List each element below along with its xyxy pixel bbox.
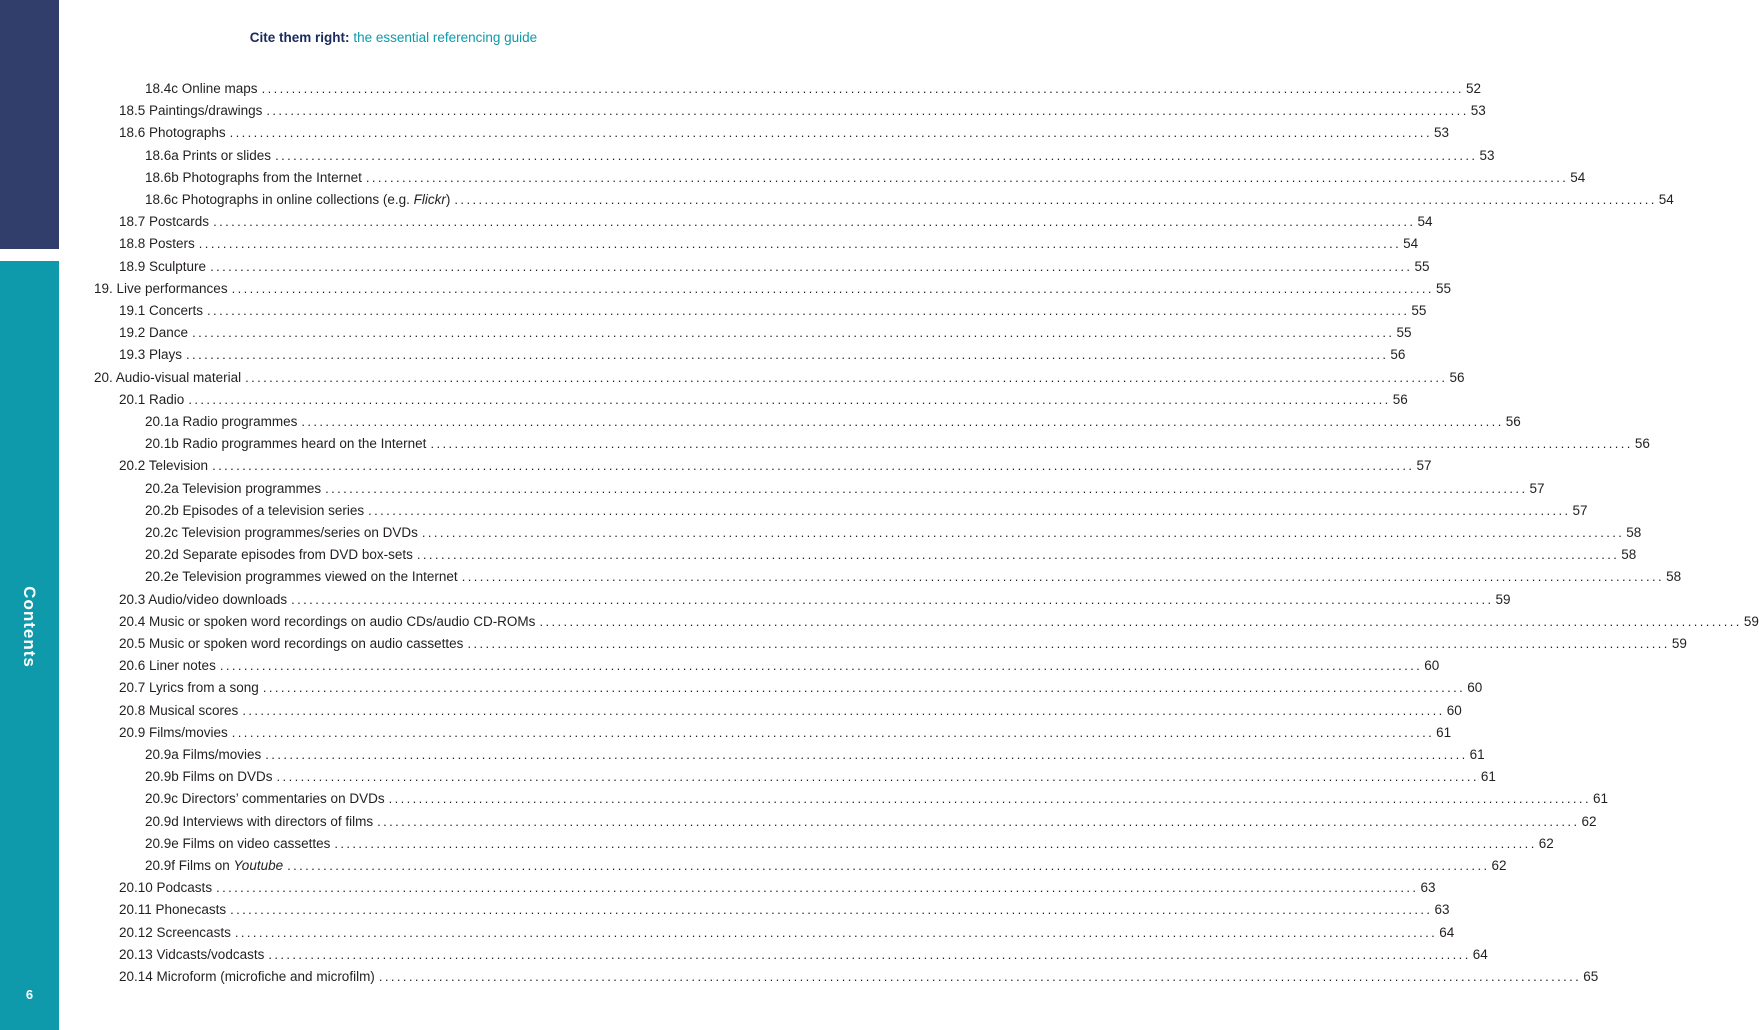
toc-entry-title: 20. Audio-visual material bbox=[94, 369, 242, 385]
toc-entry-title: 20.1a Radio programmes bbox=[145, 414, 298, 429]
toc-entry-page: 56 bbox=[1634, 436, 1650, 452]
toc-entry-title: 20.2 Television bbox=[119, 458, 209, 474]
toc-entry[interactable] bbox=[119, 231, 1419, 253]
toc-entry-page: 53 bbox=[1470, 103, 1486, 119]
toc-entry[interactable] bbox=[119, 653, 1440, 675]
toc-entry[interactable] bbox=[119, 342, 1406, 364]
toc-entry[interactable] bbox=[119, 875, 1436, 897]
dot-leader: ........................................................................................................................................................................................................ bbox=[275, 147, 1478, 163]
dot-leader: ........................................................................................................................................................................................................ bbox=[207, 303, 1410, 318]
toc-entry[interactable] bbox=[119, 698, 1462, 720]
dot-leader: ........................................................................................................................................................................................................ bbox=[245, 369, 1448, 385]
toc-entry-page: 64 bbox=[1439, 924, 1455, 940]
toc-entry-page: 60 bbox=[1446, 702, 1462, 718]
dot-leader: ........................................................................................................................................................................................................ bbox=[291, 591, 1494, 607]
toc-entry-page: 61 bbox=[1480, 769, 1496, 785]
page-number: 6 bbox=[25, 987, 34, 1002]
toc-entry-title: 20.7 Lyrics from a song bbox=[119, 680, 259, 696]
toc-entry-page: 56 bbox=[1392, 391, 1408, 407]
toc-entry-title: 19.1 Concerts bbox=[119, 303, 204, 318]
toc-entry[interactable] bbox=[119, 920, 1455, 942]
dot-leader: ........................................................................................................................................................................................................ bbox=[212, 458, 1415, 474]
dot-leader: ........................................................................................................................................................................................................ bbox=[242, 702, 1445, 718]
header-title: Cite them right: bbox=[249, 30, 350, 45]
toc-entry[interactable] bbox=[94, 276, 1451, 298]
toc-entry-title: 20.3 Audio/video downloads bbox=[119, 591, 288, 607]
dot-leader: ........................................................................................................................................................................................................ bbox=[377, 813, 1580, 829]
toc-entry[interactable] bbox=[145, 764, 1496, 786]
dot-leader: ........................................................................................................................................................................................................ bbox=[229, 125, 1432, 141]
toc-entry[interactable] bbox=[145, 831, 1554, 853]
dot-leader: ........................................................................................................................................................................................................ bbox=[430, 436, 1633, 452]
toc-entry-title: 20.14 Microform (microfiche and microfilm) bbox=[119, 969, 375, 984]
toc-entry-page: 65 bbox=[1583, 969, 1599, 984]
toc-entry-page: 53 bbox=[1433, 125, 1449, 141]
toc-entry-title: 18.6 Photographs bbox=[119, 125, 226, 141]
toc-entry-page: 52 bbox=[1465, 81, 1481, 96]
toc-entry-page: 57 bbox=[1529, 480, 1545, 496]
toc-entry-title: 20.2e Television programmes viewed on the Internet bbox=[145, 569, 458, 585]
dot-leader: ........................................................................................................................................................................................................ bbox=[231, 280, 1434, 296]
toc-entry[interactable] bbox=[119, 720, 1452, 742]
toc-entry-page: 54 bbox=[1658, 192, 1674, 207]
toc-entry-title: 20.6 Liner notes bbox=[119, 658, 216, 674]
toc-entry-page: 54 bbox=[1403, 236, 1419, 252]
header-subtitle: the essential referencing guide bbox=[353, 30, 538, 45]
toc-entry-title: 20.2d Separate episodes from DVD box-sets bbox=[145, 547, 413, 563]
dot-leader: ........................................................................................................................................................................................................ bbox=[213, 214, 1416, 230]
toc-entry[interactable] bbox=[145, 520, 1642, 542]
toc-entry[interactable] bbox=[145, 165, 1586, 187]
toc-entry-page: 53 bbox=[1479, 147, 1495, 163]
toc-entry-page: 56 bbox=[1390, 347, 1406, 363]
section-label: Contents bbox=[20, 586, 39, 668]
dot-leader: ........................................................................................................................................................................................................ bbox=[186, 347, 1389, 363]
toc-entry-page: 61 bbox=[1469, 747, 1485, 762]
dot-leader: ........................................................................................................................................................................................................ bbox=[325, 480, 1528, 496]
toc-entry-page: 58 bbox=[1626, 525, 1642, 540]
toc-entry-page: 62 bbox=[1538, 835, 1554, 851]
toc-entry-title: 20.1b Radio programmes heard on the Internet bbox=[145, 436, 427, 452]
toc-entry-title: 20.10 Podcasts bbox=[119, 880, 213, 896]
toc-entry-title: 20.2c Television programmes/series on DVDs bbox=[145, 525, 418, 540]
toc-entry-title: 19. Live performances bbox=[94, 280, 228, 296]
toc-entry[interactable] bbox=[119, 675, 1483, 697]
toc-entry-title: 18.6c Photographs in online collections (e.g. Flickr) bbox=[145, 192, 451, 207]
dot-leader: ........................................................................................................................................................................................................ bbox=[266, 103, 1469, 119]
dot-leader: ........................................................................................................................................................................................................ bbox=[192, 325, 1395, 341]
toc-entry-page: 55 bbox=[1411, 303, 1427, 318]
toc-entry-title: 18.8 Posters bbox=[119, 236, 195, 252]
toc-entry-title: 18.6a Prints or slides bbox=[145, 147, 272, 163]
toc-entry-page: 61 bbox=[1592, 791, 1608, 807]
toc-entry[interactable] bbox=[119, 942, 1488, 964]
dot-leader: ........................................................................................................................................................................................................ bbox=[539, 613, 1742, 629]
toc-entry-title: 20.11 Phonecasts bbox=[119, 902, 227, 918]
sidebar-navy-block bbox=[0, 0, 59, 249]
toc-entry-page: 55 bbox=[1396, 325, 1412, 341]
toc-entry[interactable] bbox=[119, 254, 1430, 276]
dot-leader: ........................................................................................................................................................................................................ bbox=[454, 192, 1657, 207]
dot-leader: ........................................................................................................................................................................................................ bbox=[188, 391, 1391, 407]
dot-leader: ........................................................................................................................................................................................................ bbox=[265, 747, 1468, 762]
toc-entry[interactable] bbox=[145, 809, 1597, 831]
dot-leader: ........................................................................................................................................................................................................ bbox=[262, 680, 1466, 696]
toc-entry-page: 57 bbox=[1416, 458, 1432, 474]
toc-entry[interactable] bbox=[119, 631, 1687, 653]
toc-entry[interactable] bbox=[119, 120, 1449, 142]
dot-leader: ........................................................................................................................................................................................................ bbox=[365, 169, 1569, 185]
toc-entry[interactable] bbox=[94, 365, 1465, 387]
running-header bbox=[59, 30, 728, 45]
dot-leader: ........................................................................................................................................................................................................ bbox=[198, 236, 1402, 252]
dot-leader: ........................................................................................................................................................................................................ bbox=[388, 791, 1591, 807]
toc-entry-title: 20.12 Screencasts bbox=[119, 924, 231, 940]
dot-leader: ........................................................................................................................................................................................................ bbox=[210, 258, 1413, 274]
toc-entry[interactable] bbox=[119, 453, 1432, 475]
toc-entry-title: 20.9 Films/movies bbox=[119, 724, 228, 740]
toc-entry-page: 62 bbox=[1581, 813, 1597, 829]
toc-entry-title: 18.5 Paintings/drawings bbox=[119, 103, 263, 119]
toc-entry-page: 58 bbox=[1666, 569, 1682, 585]
dot-leader: ........................................................................................................................................................................................................ bbox=[231, 724, 1435, 740]
toc-entry[interactable] bbox=[145, 742, 1485, 764]
dot-leader: ........................................................................................................................................................................................................ bbox=[467, 636, 1670, 651]
toc-entry-title: 20.9f Films on Youtube bbox=[145, 858, 284, 873]
toc-entry[interactable] bbox=[145, 853, 1507, 875]
dot-leader: ........................................................................................................................................................................................................ bbox=[234, 924, 1438, 940]
toc-entry-page: 54 bbox=[1570, 169, 1586, 185]
toc-entry-title: 20.13 Vidcasts/vodcasts bbox=[119, 946, 265, 962]
toc-entry-title: 20.4 Music or spoken word recordings on audio CDs/audio CD-ROMs bbox=[119, 613, 536, 629]
dot-leader: ........................................................................................................................................................................................................ bbox=[416, 547, 1620, 563]
toc-entry-page: 60 bbox=[1467, 680, 1483, 696]
toc-entry-title: 20.8 Musical scores bbox=[119, 702, 239, 718]
toc-entry-page: 63 bbox=[1434, 902, 1450, 918]
toc-entry[interactable] bbox=[145, 786, 1608, 808]
toc-entry-page: 64 bbox=[1472, 946, 1488, 962]
toc-entry-page: 57 bbox=[1572, 502, 1588, 518]
toc-entry[interactable] bbox=[145, 476, 1545, 498]
toc-entry-page: 55 bbox=[1435, 280, 1451, 296]
toc-entry[interactable] bbox=[145, 409, 1521, 431]
toc-entry-page: 60 bbox=[1424, 658, 1440, 674]
sidebar bbox=[0, 0, 59, 1030]
toc-entry[interactable] bbox=[145, 143, 1495, 165]
dot-leader: ........................................................................................................................................................................................................ bbox=[261, 81, 1464, 96]
dot-leader: ........................................................................................................................................................................................................ bbox=[421, 525, 1625, 540]
toc-entry[interactable] bbox=[119, 98, 1486, 120]
dot-leader: ........................................................................................................................................................................................................ bbox=[216, 880, 1419, 896]
toc-entry-title: 20.2a Television programmes bbox=[145, 480, 322, 496]
toc-entry-title: 18.4c Online maps bbox=[145, 81, 258, 96]
toc-entry[interactable] bbox=[119, 897, 1450, 919]
dot-leader: ........................................................................................................................................................................................................ bbox=[230, 902, 1433, 918]
toc-entry-title: 20.2b Episodes of a television series bbox=[145, 502, 365, 518]
dot-leader: ........................................................................................................................................................................................................ bbox=[276, 769, 1479, 785]
toc-entry[interactable] bbox=[145, 431, 1650, 453]
toc-entry-page: 56 bbox=[1505, 414, 1521, 429]
dot-leader: ........................................................................................................................................................................................................ bbox=[301, 414, 1504, 429]
toc-entry-page: 62 bbox=[1491, 858, 1507, 873]
toc-entry-title: 18.7 Postcards bbox=[119, 214, 210, 230]
toc-entry[interactable] bbox=[119, 964, 1599, 986]
toc-entry-page: 54 bbox=[1417, 214, 1433, 230]
dot-leader: ........................................................................................................................................................................................................ bbox=[287, 858, 1490, 873]
toc-entry[interactable] bbox=[119, 298, 1427, 320]
toc-entry[interactable] bbox=[145, 542, 1637, 564]
toc-entry-page: 59 bbox=[1743, 613, 1759, 629]
toc-entry-title: 20.5 Music or spoken word recordings on audio cassettes bbox=[119, 636, 464, 651]
toc-entry-page: 56 bbox=[1449, 369, 1465, 385]
toc-entry-title: 20.1 Radio bbox=[119, 391, 185, 407]
dot-leader: ........................................................................................................................................................................................................ bbox=[334, 835, 1537, 851]
toc-entry-page: 55 bbox=[1414, 258, 1430, 274]
toc-entry-title: 20.9c Directors’ commentaries on DVDs bbox=[145, 791, 385, 807]
toc-entry[interactable] bbox=[119, 609, 1759, 631]
toc-entry-title: 20.9d Interviews with directors of films bbox=[145, 813, 374, 829]
toc-entry-title: 18.9 Sculpture bbox=[119, 258, 207, 274]
dot-leader: ........................................................................................................................................................................................................ bbox=[219, 658, 1423, 674]
toc-entry[interactable] bbox=[145, 76, 1481, 98]
toc-entry[interactable] bbox=[145, 187, 1674, 209]
toc-entry-page: 63 bbox=[1420, 880, 1436, 896]
dot-leader: ........................................................................................................................................................................................................ bbox=[461, 569, 1665, 585]
dot-leader: ........................................................................................................................................................................................................ bbox=[378, 969, 1582, 984]
toc-entry-title: 20.9e Films on video cassettes bbox=[145, 835, 331, 851]
toc-entry-page: 61 bbox=[1436, 724, 1452, 740]
toc-entry-title: 19.3 Plays bbox=[119, 347, 183, 363]
toc-entry-page: 58 bbox=[1621, 547, 1637, 563]
toc-entry[interactable] bbox=[145, 498, 1588, 520]
toc-entry-title: 20.9b Films on DVDs bbox=[145, 769, 273, 785]
toc-entry[interactable] bbox=[119, 320, 1412, 342]
toc-entry-title: 18.6b Photographs from the Internet bbox=[145, 169, 362, 185]
toc-entry[interactable] bbox=[145, 564, 1682, 586]
toc-entry[interactable] bbox=[119, 587, 1511, 609]
toc-entry-title: 19.2 Dance bbox=[119, 325, 189, 341]
toc-entry[interactable] bbox=[119, 209, 1433, 231]
dot-leader: ........................................................................................................................................................................................................ bbox=[268, 946, 1471, 962]
toc-entry-title: 20.9a Films/movies bbox=[145, 747, 262, 762]
toc-entry-page: 59 bbox=[1495, 591, 1511, 607]
dot-leader: ........................................................................................................................................................................................................ bbox=[368, 502, 1571, 518]
toc-entry[interactable] bbox=[119, 387, 1408, 409]
toc-entry-page: 59 bbox=[1671, 636, 1687, 651]
